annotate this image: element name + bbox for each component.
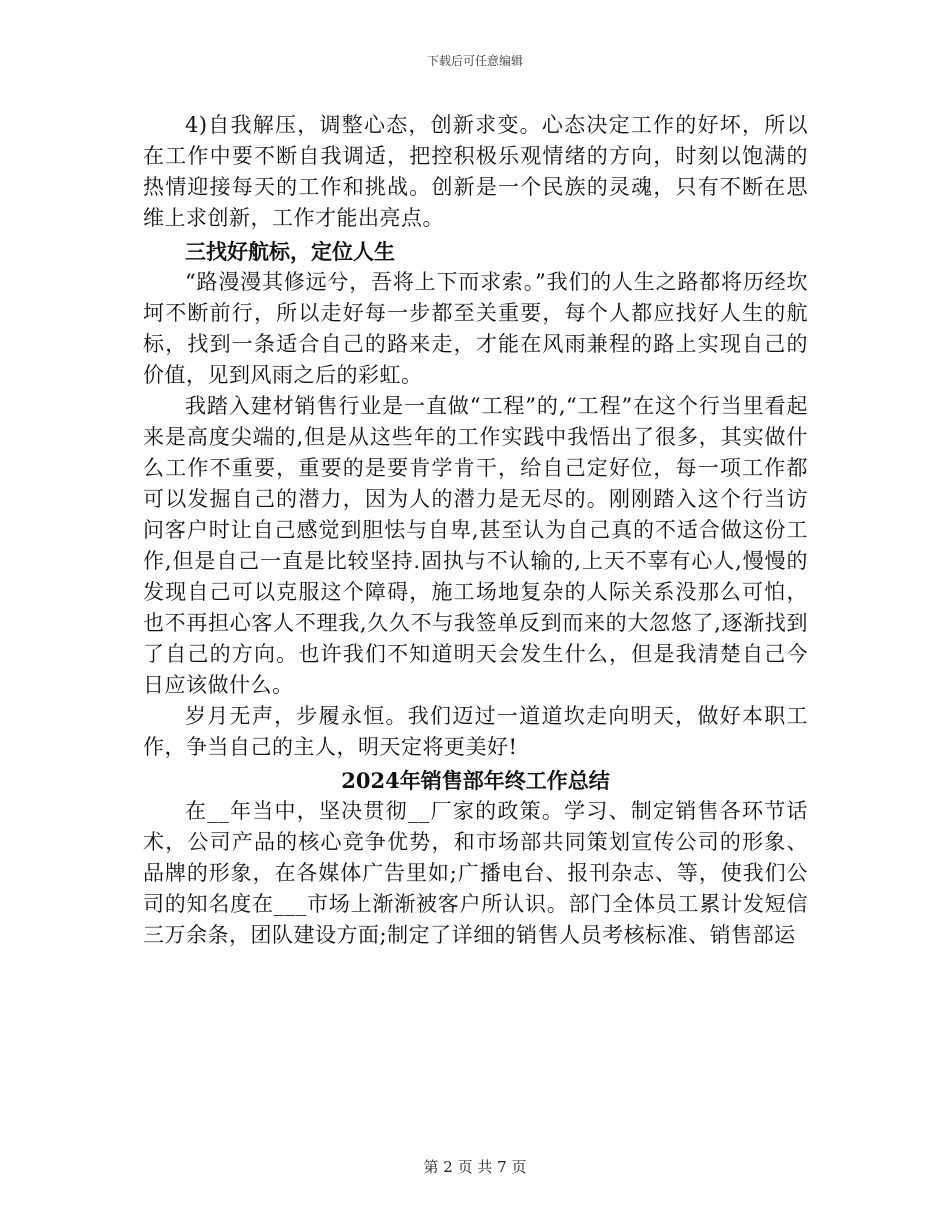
paragraph-sales-experience: 我踏入建材销售行业是一直做“工程”的,“工程”在这个行当里看起来是高度尖端的,但是从这些年的工作实践中我悟出了很多，其实做什么工作不重要，重要的是要肯学肯干，给自己定好位，每一项工作都可以发掘自己的潜力，因为人的潜力是无尽的。刚刚踏入这个行当访问客户时让自己感觉到胆怯与自卑,甚至认为自己真的不适合做这份工作,但是自己一直是比较坚持.固执与不认输的,上天不辜有心人,慢慢的发现自己可以克服这个障碍，施工场地复杂的人际关系没那么可怕，也不再担心客人不理我,久久不与我签单反到而来的大忽悠了,逐渐找到了自己的方向。也许我们不知道明天会发生什么，但是我清楚自己今日应该做什么。 [143,394,808,697]
document-title-2024-summary: 2024年销售部年终工作总结 [341,768,610,793]
paragraph-life-path: “路漫漫其修远兮，吾将上下而求索。”我们的人生之路都将历经坎坷不断前行，所以走好每一步都至关重要，每个人都应找好人生的航标，找到一条适合自己的路来走，才能在风雨兼程的路上实现自己的价值，见到风雨之后的彩虹。 [143,270,808,387]
section-heading-navigation: 三找好航标，定位人生 [185,239,395,264]
paragraph-closing: 岁月无声，步履永恒。我们迈过一道道坎走向明天，做好本职工作，争当自己的主人，明天定将更美好! [143,704,808,759]
document-body [143,110,808,951]
page-header: 下载后可任意编辑 [426,54,523,68]
paragraph-summary-intro: 在__年当中，坚决贯彻__厂家的政策。学习、制定销售各环节话术，公司产品的核心竞争优势，和市场部共同策划宣传公司的形象、品牌的形象，在各媒体广告里如;广播电台、报刊杂志、等，使我们公司的知名度在___市场上渐渐被客户所认识。部门全体员工累计发短信三万余条，团队建设方面;制定了详细的销售人员考核标准、销售部运 [143,799,808,947]
paragraph-self-adjust: 4)自我解压，调整心态，创新求变。心态决定工作的好坏，所以在工作中要不断自我调适，把控积极乐观情绪的方向，时刻以饱满的热情迎接每天的工作和挑战。创新是一个民族的灵魂，只有不断在思维上求创新，工作才能出亮点。 [143,113,808,230]
page-footer: 第 2 页 共 7 页 [423,1158,527,1176]
